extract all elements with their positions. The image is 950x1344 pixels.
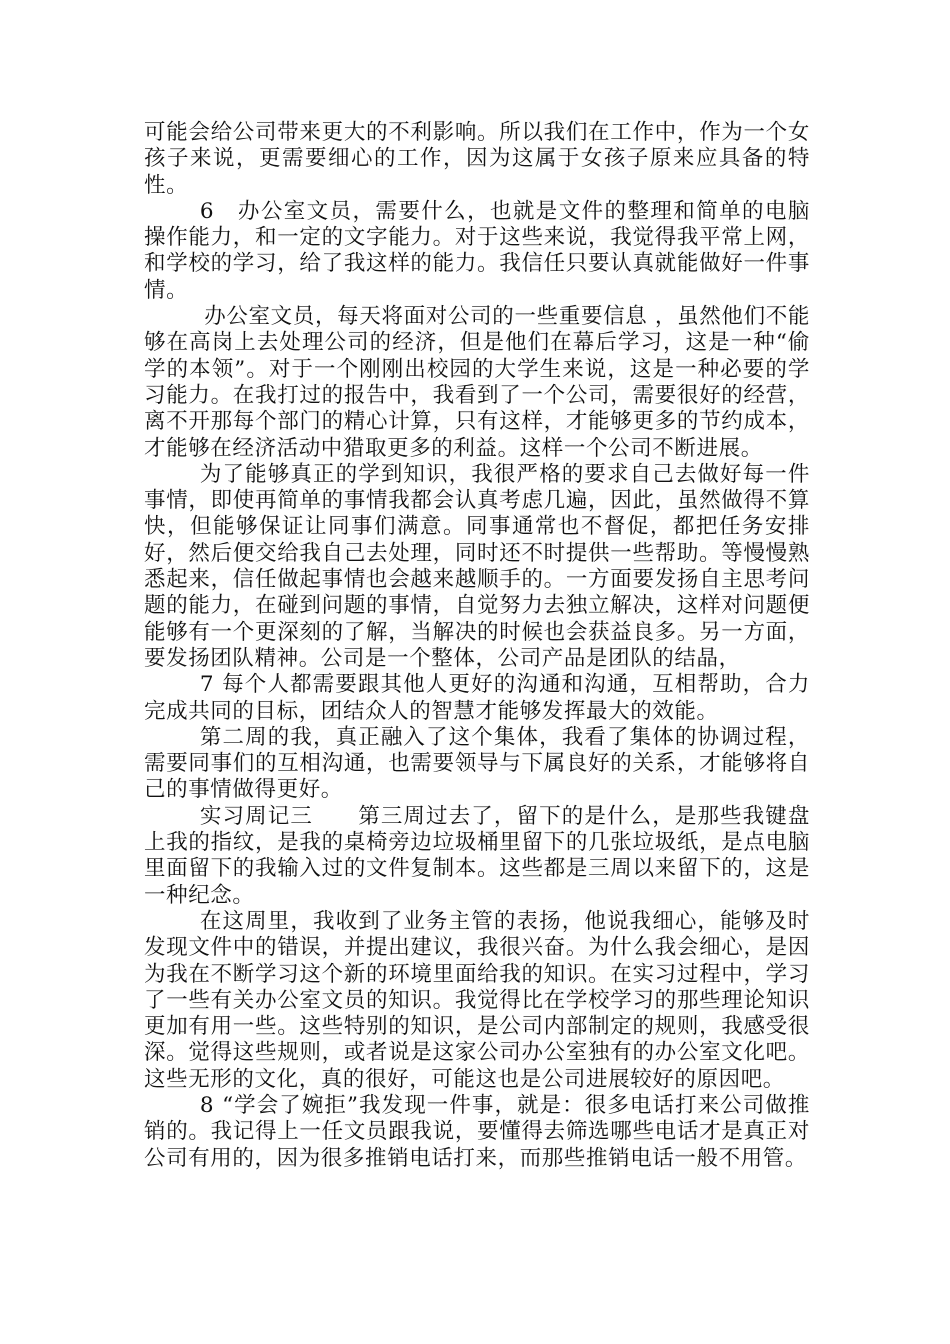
paragraph-1: 可能会给公司带来更大的不利影响。所以我们在工作中，作为一个女孩子来说，更需要细心的工作，因为这属于女孩子原来应具备的特性。 [144, 120, 810, 198]
paragraph-2: 6 办公室文员，需要什么，也就是文件的整理和简单的电脑操作能力，和一定的文字能力。对于这些来说，我觉得我平常上网，和学校的学习，给了我这样的能力。我信任只要认真就能做好一件事情。 [144, 198, 810, 303]
paragraph-5: 7 每个人都需要跟其他人更好的沟通和沟通，互相帮助，合力完成共同的目标，团结众人的智慧才能够发挥最大的效能。 [144, 672, 810, 724]
paragraph-4: 为了能够真正的学到知识，我很严格的要求自己去做好每一件事情，即使再简单的事情我都会认真考虑几遍，因此，虽然做得不算快，但能够保证让同事们满意。同事通常也不督促，都把任务安排好，然后便交给我自己去处理，同时还不时提供一些帮助。等慢慢熟悉起来，信任做起事情也会越来越顺手的。一方面要发扬自主思考问题的能力，在碰到问题的事情，自觉努力去独立解决，这样对问题便能够有一个更深刻的了解，当解决的时候也会获益良多。另一方面，要发扬团队精神。公司是一个整体，公司产品是团队的结晶， [144, 461, 810, 671]
paragraph-9: 8 “学会了婉拒”我发现一件事，就是：很多电话打来公司做推销的。我记得上一任文员跟我说，要懂得去筛选哪些电话才是真正对公司有用的，因为很多推销电话打来，而那些推销电话一般不用管。 [144, 1092, 810, 1171]
paragraph-8: 在这周里，我收到了业务主管的表扬，他说我细心，能够及时发现文件中的错误，并提出建议，我很兴奋。为什么我会细心，是因为我在不断学习这个新的环境里面给我的知识。在实习过程中，学习了一些有关办公室文员的知识。我觉得比在学校学习的那些理论知识更加有用一些。这些特别的知识，是公司内部制定的规则，我感受很深。觉得这些规则，或者说是这家公司办公室独有的办公室文化吧。这些无形的文化，真的很好，可能这也是公司进展较好的原因吧。 [144, 908, 810, 1092]
paragraph-3: 办公室文员，每天将面对公司的一些重要信息 ，虽然他们不能够在高岗上去处理公司的经济，但是他们在幕后学习，这是一种“偷学的本领”。对于一个刚刚出校园的大学生来说，这是一种必要的学习能力。在我打过的报告中，我看到了一个公司，需要很好的经营，离不开那每个部门的精心计算，只有这样，才能够更多的节约成本，才能够在经济活动中猎取更多的利益。这样一个公司不断进展。 [144, 304, 810, 461]
paragraph-6: 第二周的我，真正融入了这个集体，我看了集体的协调过程，需要同事们的互相沟通，也需要领导与下属良好的关系，才能够将自己的事情做得更好。 [144, 724, 810, 803]
document-body [144, 120, 810, 1172]
paragraph-7: 实习周记三 第三周过去了，留下的是什么，是那些我键盘上我的指纹，是我的桌椅旁边垃圾桶里留下的几张垃圾纸，是点电脑里面留下的我输入过的文件复制本。这些都是三周以来留下的，这是一种纪念。 [144, 803, 810, 908]
